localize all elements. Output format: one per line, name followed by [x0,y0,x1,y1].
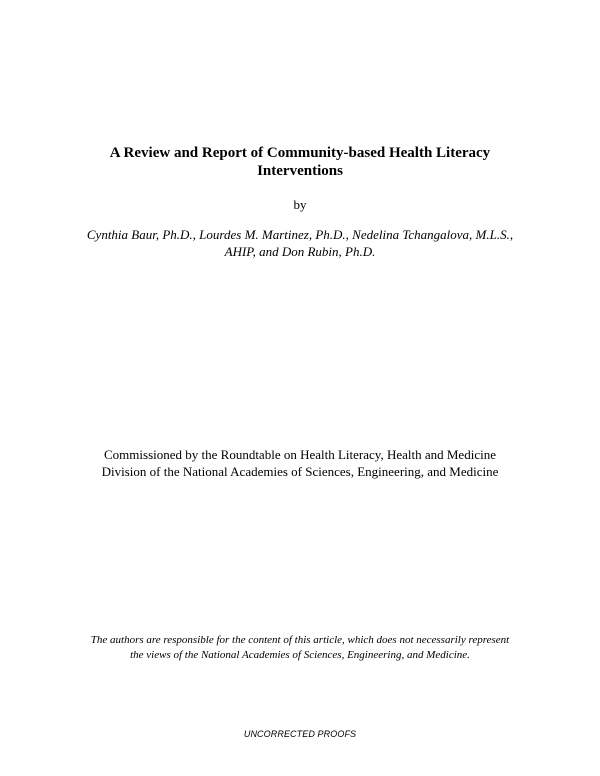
document-title [60,144,540,180]
title-line: Interventions [257,163,343,179]
disclaimer-line: The authors are responsible for the content of this article, which does not necessarily represent [90,634,510,646]
disclaimer-line: the views of the National Academies of Sciences, Engineering, and Medicine. [130,649,470,661]
by-label: by [293,197,307,212]
disclaimer-note [40,633,560,663]
author-line: Cynthia Baur, Ph.D., Lourdes M. Martinez, Ph.D., Nedelina Tchangalova, M.L.S., [86,227,514,242]
commission-line: Division of the National Academies of Sciences, Engineering, and Medicine [101,464,499,479]
commission-statement [40,446,560,480]
author-line: AHIP, and Don Rubin, Ph.D. [224,244,376,259]
page-footer: UNCORRECTED PROOFS [243,729,357,739]
title-line: A Review and Report of Community-based Health Literacy [109,145,491,161]
author-list [40,226,560,260]
commission-line: Commissioned by the Roundtable on Health Literacy, Health and Medicine [104,447,496,462]
